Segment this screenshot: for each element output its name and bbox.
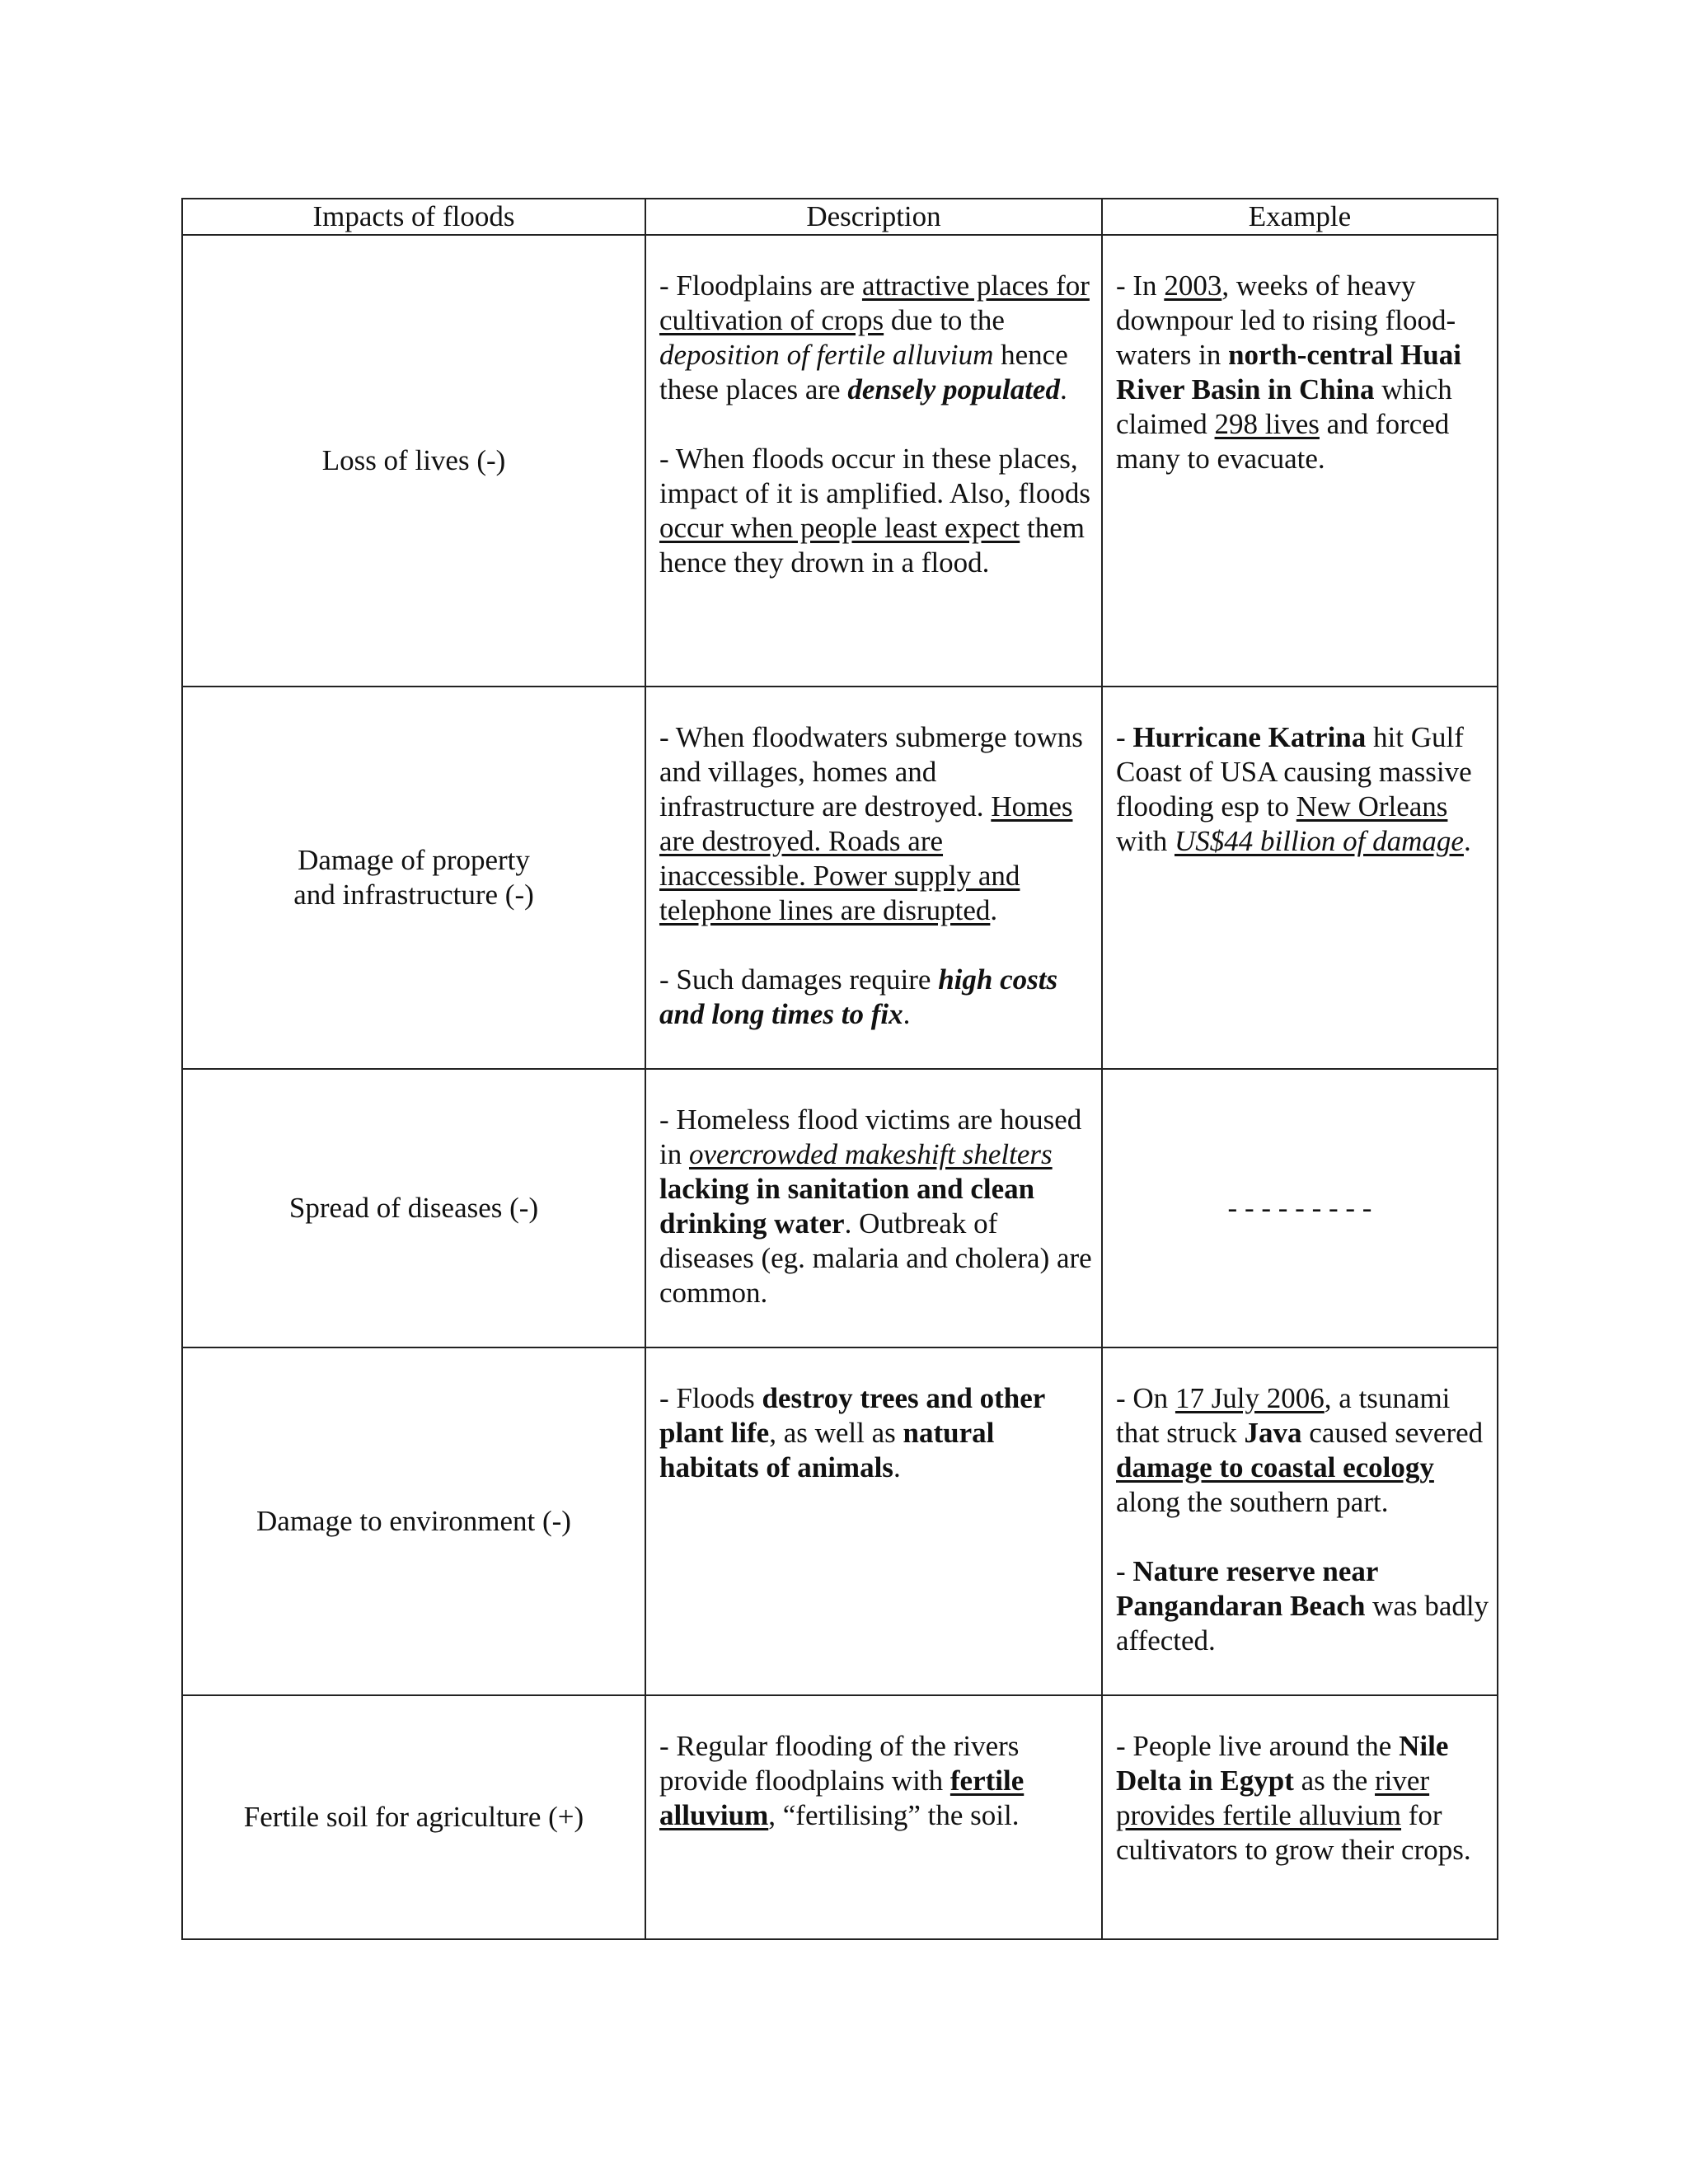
text-run: . Outbreak of diseases (eg. malaria and cholera) are common. <box>659 1207 1092 1309</box>
paragraph <box>659 1103 1096 1310</box>
example-cell <box>1102 235 1498 687</box>
text-run: was badly affected. <box>1116 1590 1489 1657</box>
description-cell <box>645 687 1102 1069</box>
description-cell <box>645 1347 1102 1695</box>
text-run: damage to coastal ecology <box>1116 1451 1434 1483</box>
paragraph <box>659 269 1096 407</box>
text-run: - <box>1116 721 1133 753</box>
text-run: - People live around the <box>1116 1730 1400 1762</box>
text-run: north-central Huai River Basin in China <box>1116 339 1461 405</box>
table-row <box>182 1695 1498 1939</box>
text-run: , a tsunami that struck <box>1116 1382 1451 1449</box>
text-run: - When floods occur in these places, impact of it is amplified. Also, floods <box>659 443 1091 509</box>
paragraph <box>1116 1729 1492 1868</box>
text-run: - Floodplains are <box>659 269 862 302</box>
text-run: caused severed <box>1301 1417 1484 1449</box>
impact-cell: Fertile soil for agriculture (+) <box>182 1695 645 1939</box>
text-run: deposition of fertile alluvium <box>659 339 994 371</box>
paragraph <box>1116 269 1492 476</box>
example-cell <box>1102 687 1498 1069</box>
text-run: - Such damages require <box>659 963 939 996</box>
text-run: . <box>893 1451 901 1483</box>
text-run: New Orleans <box>1296 790 1448 823</box>
table-row <box>182 1347 1498 1695</box>
text-run: 17 July 2006 <box>1175 1382 1325 1414</box>
text-run: Homes are destroyed. Roads are inaccessible. Power supply and telephone lines are disrupted <box>659 790 1073 926</box>
text-run: due to the <box>884 304 1005 336</box>
text-run: - When floodwaters submerge towns and villages, homes and infrastructure are destroyed. <box>659 721 1083 823</box>
text-run: occur when people least expect <box>659 512 1020 544</box>
text-run: river provides fertile alluvium <box>1116 1765 1430 1831</box>
text-run: with <box>1116 825 1175 857</box>
text-run: and forced many to evacuate. <box>1116 408 1450 475</box>
paragraph <box>659 442 1096 580</box>
text-run: along the southern part. <box>1116 1486 1389 1518</box>
text-run: - Floods <box>659 1382 762 1414</box>
text-run: Java <box>1244 1417 1302 1449</box>
text-run: - <box>1116 1555 1133 1587</box>
text-run: , weeks of heavy downpour led to rising flood-waters in <box>1116 269 1456 371</box>
text-run: lacking in sanitation and clean drinking water <box>659 1173 1035 1240</box>
description-cell <box>645 1069 1102 1347</box>
paragraph <box>659 720 1096 928</box>
text-run: - On <box>1116 1382 1175 1414</box>
paragraph <box>1116 1554 1492 1658</box>
text-run: Hurricane Katrina <box>1132 721 1367 753</box>
impact-cell: Loss of lives (-) <box>182 235 645 687</box>
example-cell <box>1102 1347 1498 1695</box>
example-cell <box>1102 1695 1498 1939</box>
header-impacts: Impacts of floods <box>182 199 645 235</box>
table-row <box>182 1069 1498 1347</box>
paragraph <box>1116 720 1492 859</box>
text-run: them hence they drown in a flood. <box>659 512 1085 579</box>
text-run: . <box>1059 373 1067 405</box>
table-row <box>182 235 1498 687</box>
text-run: US$44 billion of damage <box>1174 825 1464 857</box>
text-run: - Regular flooding of the rivers provide floodplains with <box>659 1730 1020 1797</box>
example-placeholder: - - - - - - - - - <box>1102 1069 1498 1347</box>
text-run: fertile alluvium <box>659 1765 1025 1831</box>
text-run: hence these places are <box>659 339 1068 405</box>
text-run: 2003 <box>1164 269 1222 302</box>
text-run: hit Gulf Coast of USA causing massive flooding esp to <box>1116 721 1472 823</box>
paragraph <box>1116 1381 1492 1520</box>
paragraph <box>659 1381 1096 1485</box>
text-run: , “fertilising” the soil. <box>768 1799 1020 1831</box>
table-row <box>182 687 1498 1069</box>
impact-cell: Damage to environment (-) <box>182 1347 645 1695</box>
text-run: destroy trees and other plant life <box>659 1382 1045 1449</box>
impact-cell <box>182 687 645 1069</box>
text-run: as the <box>1293 1765 1376 1797</box>
text-run: attractive places for cultivation of crops <box>659 269 1090 336</box>
text-run: - In <box>1116 269 1165 302</box>
text-run: , as well as <box>769 1417 903 1449</box>
impacts-table <box>181 198 1498 1940</box>
text-run: densely populated <box>847 373 1060 405</box>
text-run: - Homeless flood victims are housed in <box>659 1104 1082 1170</box>
text-run: which claimed <box>1116 373 1452 440</box>
text-run: 298 lives <box>1214 408 1320 440</box>
text-run: Nature reserve near Pangandaran Beach <box>1116 1555 1378 1622</box>
paragraph <box>659 1729 1096 1833</box>
paragraph <box>659 963 1096 1032</box>
text-run: overcrowded makeshift shelters <box>688 1138 1053 1170</box>
header-description: Description <box>645 199 1102 235</box>
header-row <box>182 199 1498 235</box>
description-cell <box>645 1695 1102 1939</box>
text-run: . <box>903 998 911 1030</box>
header-example: Example <box>1102 199 1498 235</box>
text-run: . <box>990 894 998 926</box>
text-run: natural habitats of animals <box>659 1417 995 1483</box>
text-run: high costs and long times to fix <box>659 963 1058 1030</box>
impact-label: Damage of property and infrastructure (-) <box>293 844 534 911</box>
text-run: for cultivators to grow their crops. <box>1116 1799 1471 1866</box>
text-run: . <box>1463 825 1471 857</box>
description-cell <box>645 235 1102 687</box>
impact-cell: Spread of diseases (-) <box>182 1069 645 1347</box>
text-run: Nile Delta in Egypt <box>1116 1730 1449 1797</box>
